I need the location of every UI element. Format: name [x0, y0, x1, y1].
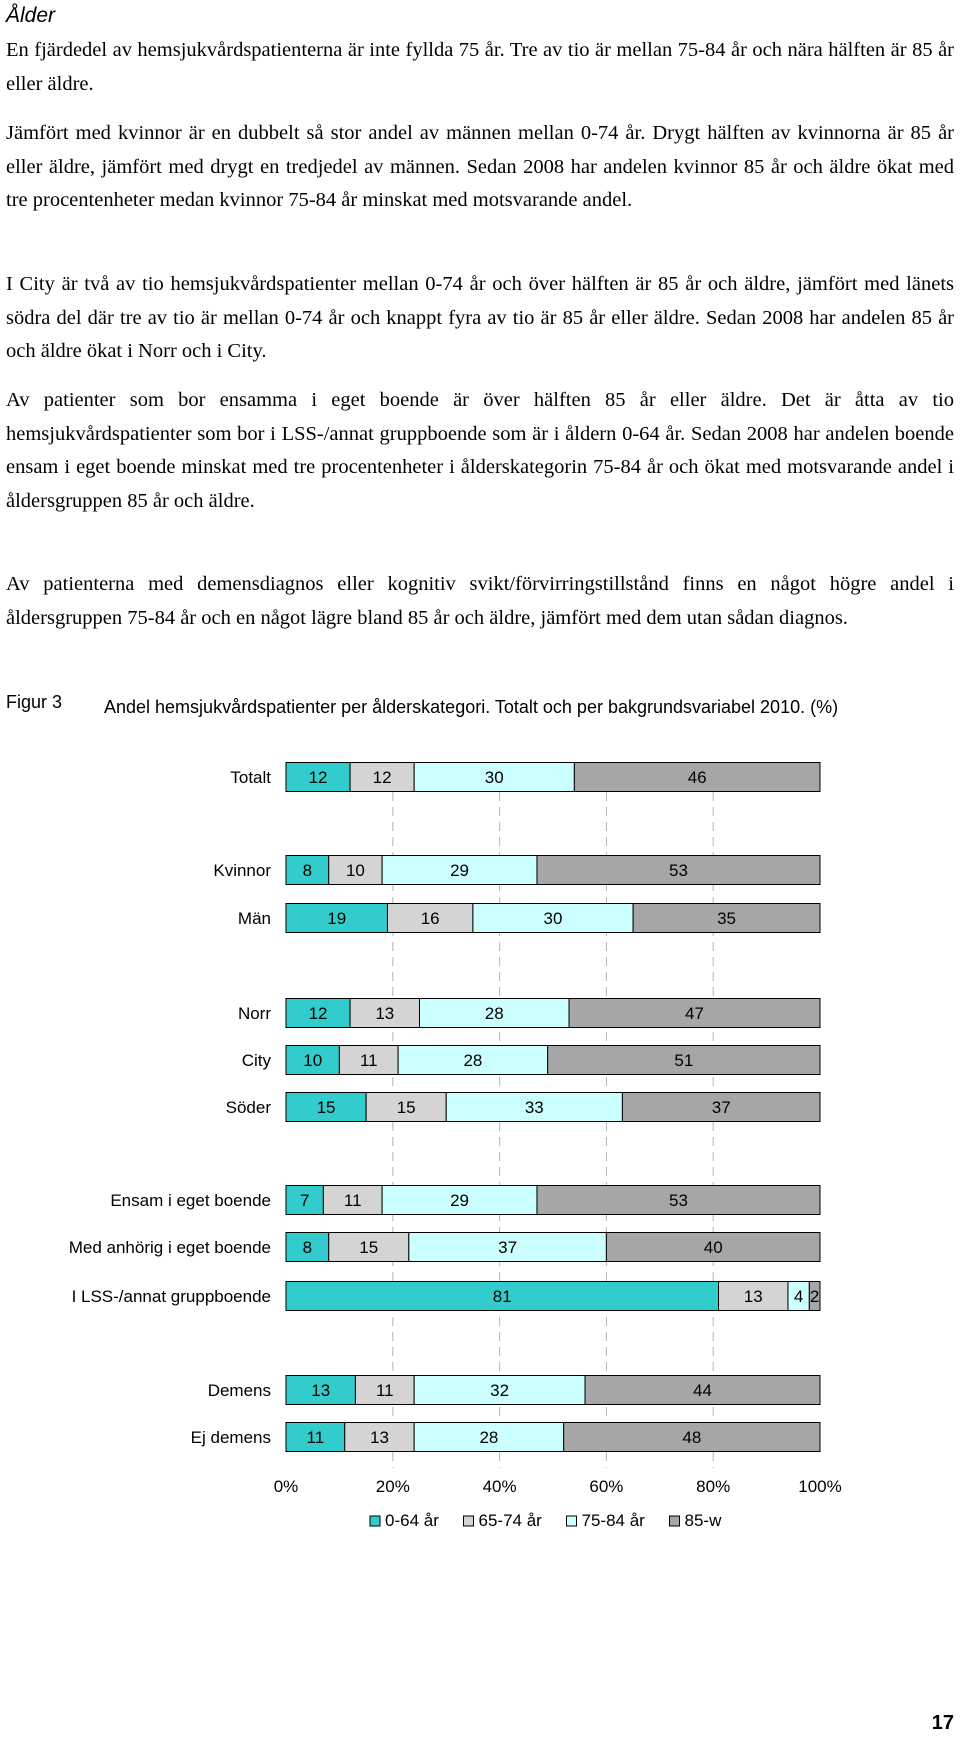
- bar-value-label-6-0: 7: [299, 1191, 310, 1210]
- legend-swatch-3: [670, 1516, 680, 1526]
- category-label-2: Män: [237, 909, 271, 928]
- bar-value-label-4-2: 28: [463, 1051, 483, 1070]
- x-tick-label-2: 40%: [482, 1477, 517, 1496]
- bar-value-label-9-0: 13: [311, 1381, 331, 1400]
- bar-value-label-8-2: 4: [793, 1287, 804, 1306]
- bar-value-label-5-1: 15: [396, 1098, 416, 1117]
- bar-value-label-5-3: 37: [711, 1098, 731, 1117]
- category-label-5: Söder: [225, 1098, 271, 1117]
- category-label-4: City: [241, 1051, 271, 1070]
- legend-label-1: 65-74 år: [478, 1511, 542, 1530]
- paragraph-4: Av patienter som bor ensamma i eget boende är över hälften 85 år eller äldre. Det är åtta av tio hemsjukvårdspatienter som bor i LSS-/annat gruppboende som är i åldern 0-64 år. Sedan 2008 har andelen boende ensam i eget boende minskat med tre procentenheter i ålderskategorin 75-84 år och ökat med motsvarande andel i åldersgruppen 85 år och äldre.: [6, 389, 954, 512]
- category-label-1: Kvinnor: [213, 861, 271, 880]
- bar-value-label-2-3: 35: [717, 909, 737, 928]
- bar-value-label-0-2: 30: [484, 768, 504, 787]
- bar-value-label-9-3: 44: [693, 1381, 712, 1400]
- bar-value-label-8-0: 81: [492, 1287, 512, 1306]
- bar-value-label-7-0: 8: [302, 1238, 313, 1257]
- x-tick-label-3: 60%: [589, 1477, 624, 1496]
- bar-value-label-10-1: 13: [369, 1428, 389, 1447]
- paragraph-3: I City är två av tio hemsjukvårdspatienter mellan 0-74 år och över hälften är 85 år och äldre, jämfört med länets södra del där tre av tio är mellan 0-74 år och knappt fyra av tio är 85 år eller äldre. Sedan 2008 har andelen 85 år och äldre ökat i Norr och i City.: [6, 273, 954, 362]
- bar-value-label-6-3: 53: [669, 1191, 688, 1210]
- bar-value-label-1-0: 8: [302, 861, 313, 880]
- bar-value-label-9-1: 11: [375, 1381, 394, 1400]
- bar-value-label-0-3: 46: [687, 768, 707, 787]
- bar-value-label-1-3: 53: [669, 861, 688, 880]
- bar-value-label-4-0: 10: [303, 1051, 323, 1070]
- bar-value-label-3-0: 12: [308, 1004, 328, 1023]
- page-number: 17: [931, 1712, 954, 1734]
- paragraph-2: Jämfört med kvinnor är en dubbelt så stor andel av männen mellan 0-74 år. Drygt hälften av kvinnorna är 85 år eller äldre, jämfört med drygt en tredjedel av männen. Sedan 2008 har andelen kvinnor 85 år och äldre ökat med tre procentenheter medan kvinnor 75-84 år minskat med motsvarande andel.: [6, 122, 954, 211]
- legend: [370, 1511, 722, 1530]
- bar-value-label-3-2: 28: [484, 1004, 504, 1023]
- category-label-7: Med anhörig i eget boende: [68, 1238, 271, 1257]
- legend-swatch-0: [370, 1516, 380, 1526]
- bar-value-label-7-1: 15: [359, 1238, 379, 1257]
- stacked-bar-chart: [0, 740, 960, 1550]
- bar-value-label-8-3: 2: [809, 1287, 820, 1306]
- legend-label-3: 85-w: [684, 1511, 722, 1530]
- bar-value-label-10-2: 28: [479, 1428, 499, 1447]
- bar-value-label-7-3: 40: [703, 1238, 723, 1257]
- bar-value-label-6-1: 11: [343, 1191, 362, 1210]
- bar-value-label-0-1: 12: [372, 768, 392, 787]
- category-label-10: Ej demens: [190, 1428, 271, 1447]
- bar-value-label-10-3: 48: [682, 1428, 702, 1447]
- bar-value-label-2-1: 16: [420, 909, 440, 928]
- bar-value-label-9-2: 32: [490, 1381, 510, 1400]
- legend-swatch-2: [567, 1516, 577, 1526]
- bar-value-label-1-2: 29: [450, 861, 470, 880]
- bars: [286, 763, 820, 1452]
- x-tick-label-4: 80%: [696, 1477, 731, 1496]
- bar-value-label-5-2: 33: [524, 1098, 544, 1117]
- x-tick-label-0: 0%: [273, 1477, 299, 1496]
- bar-value-label-7-2: 37: [498, 1238, 518, 1257]
- x-axis-ticks: [274, 1477, 842, 1496]
- bar-value-label-3-1: 13: [375, 1004, 395, 1023]
- bar-value-label-2-2: 30: [543, 909, 563, 928]
- figure-label: Figur 3: [6, 692, 63, 712]
- category-label-0: Totalt: [230, 768, 271, 787]
- bar-value-label-4-3: 51: [674, 1051, 694, 1070]
- figure-caption: Andel hemsjukvårdspatienter per ålderskategori. Totalt och per bakgrundsvariabel 2010. (%): [104, 697, 839, 717]
- paragraph-1: En fjärdedel av hemsjukvårdspatienterna är inte fyllda 75 år. Tre av tio är mellan 75-84 år och nära hälften är 85 år eller äldre.: [6, 39, 954, 95]
- bar-value-label-3-3: 47: [685, 1004, 704, 1023]
- category-label-8: I LSS-/annat gruppboende: [71, 1287, 271, 1306]
- bar-value-label-4-1: 11: [359, 1051, 378, 1070]
- bar-value-label-10-0: 11: [306, 1428, 325, 1447]
- category-label-3: Norr: [237, 1004, 271, 1023]
- legend-swatch-1: [464, 1516, 474, 1526]
- section-heading: Ålder: [6, 4, 56, 27]
- bar-value-label-2-0: 19: [327, 909, 347, 928]
- category-label-6: Ensam i eget boende: [110, 1191, 271, 1210]
- category-label-9: Demens: [207, 1381, 271, 1400]
- category-labels: [69, 768, 272, 1447]
- legend-label-0: 0-64 år: [385, 1511, 439, 1530]
- bar-value-label-8-1: 13: [743, 1287, 763, 1306]
- legend-label-2: 75-84 år: [581, 1511, 645, 1530]
- x-tick-label-1: 20%: [375, 1477, 410, 1496]
- bar-value-label-5-0: 15: [316, 1098, 336, 1117]
- bar-value-label-1-1: 10: [345, 861, 365, 880]
- bar-value-label-0-0: 12: [308, 768, 328, 787]
- bar-value-label-6-2: 29: [450, 1191, 470, 1210]
- x-tick-label-5: 100%: [798, 1477, 842, 1496]
- paragraph-5: Av patienterna med demensdiagnos eller kognitiv svikt/förvirringstillstånd finns en något högre andel i åldersgruppen 75-84 år och en något lägre bland 85 år och äldre, jämfört med dem utan sådan diagnos.: [6, 573, 954, 629]
